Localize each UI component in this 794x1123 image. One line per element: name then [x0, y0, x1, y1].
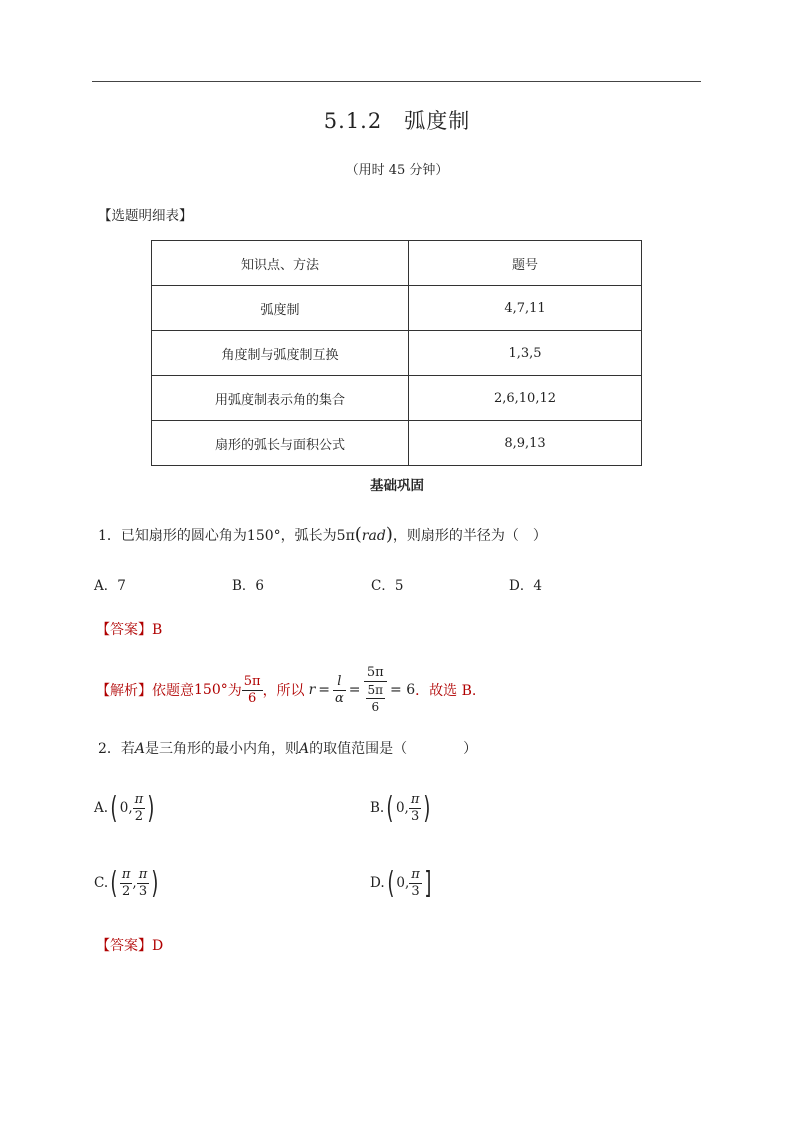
inner-fraction — [366, 682, 386, 715]
fraction-denominator: 3 — [138, 883, 148, 899]
right-bracket: ] — [424, 865, 432, 901]
q1-text: 1．已知扇形的圆心角为 — [98, 528, 247, 544]
equals-sign: = — [348, 682, 361, 698]
result: = 6 — [390, 682, 416, 698]
table-header-cell: 知识点、方法 — [152, 241, 409, 286]
fraction-denominator: 2 — [134, 808, 144, 824]
table-cell: 2,6,10,12 — [409, 376, 642, 421]
table-row — [152, 376, 642, 421]
table-header-cell: 题号 — [409, 241, 642, 286]
right-bracket: ) — [147, 790, 155, 826]
answer-tag: 【答案】 — [96, 622, 152, 638]
left-bracket: ( — [386, 865, 395, 901]
answer-value: B — [152, 622, 163, 638]
table-cell: 8,9,13 — [409, 421, 642, 466]
q1-arc: 5π — [336, 528, 355, 544]
answer-value: D — [152, 938, 164, 954]
left-bracket: ( — [110, 865, 118, 901]
fraction — [133, 792, 146, 825]
q1-option: B．6 — [232, 578, 265, 594]
r-variable: r — [308, 682, 316, 698]
q2-answer — [96, 935, 163, 955]
topic-table — [151, 240, 642, 466]
analysis-text: 依题意 — [152, 683, 194, 699]
q2-option-c — [94, 861, 161, 905]
fraction-numerator: π — [411, 866, 420, 882]
answer-tag: 【答案】 — [96, 938, 152, 954]
fraction-denominator: 2 — [121, 883, 131, 899]
fraction-numerator: π — [134, 791, 144, 807]
q1-angle: 150° — [246, 528, 281, 544]
analysis-text: ．故选 B. — [415, 683, 477, 699]
right-bracket: ) — [151, 865, 159, 901]
question-2 — [98, 738, 477, 758]
q2-variable: A — [134, 741, 146, 757]
q1-option: D．4 — [509, 578, 542, 594]
q1-text: ，弧长为 — [280, 528, 337, 544]
fraction-numerator: π — [121, 866, 131, 882]
right-bracket: ) — [423, 790, 431, 826]
fraction — [242, 674, 263, 707]
table-cell: 弧度制 — [152, 286, 409, 331]
q2-option-d — [370, 861, 434, 905]
q1-paren: ( — [354, 524, 362, 545]
header-rule — [92, 81, 701, 82]
table-cell: 1,3,5 — [409, 331, 642, 376]
table-row — [152, 421, 642, 466]
fraction — [409, 792, 422, 825]
comma: , — [132, 875, 137, 891]
analysis-text: ，所以 — [262, 683, 305, 699]
fraction-numerator: π — [410, 791, 420, 807]
q1-option: C．5 — [371, 578, 404, 594]
option-letter: D. — [370, 875, 385, 891]
fraction-numerator: 5π — [364, 665, 388, 682]
fraction-denominator: 3 — [411, 883, 420, 899]
q1-option: A．7 — [94, 578, 126, 594]
fraction-denominator: α — [335, 690, 344, 706]
table-header-row — [152, 241, 642, 286]
left-bracket: ( — [110, 790, 118, 826]
q2-option-b — [370, 786, 433, 830]
analysis-text: 为 — [227, 683, 242, 699]
fraction-numerator: 5π — [367, 683, 384, 697]
lower-bound: 0, — [119, 800, 133, 816]
lower-bound: 0, — [396, 875, 410, 891]
q2-text: 是三角形的最小内角，则 — [145, 741, 300, 757]
question-1 — [98, 524, 547, 545]
q1-analysis — [96, 662, 476, 718]
compound-fraction — [364, 665, 388, 715]
analysis-tag: 【解析】 — [96, 683, 152, 699]
fraction-denominator: 6 — [371, 700, 380, 714]
table-row — [152, 286, 642, 331]
option-letter: C. — [94, 875, 109, 891]
q2-text: 的取值范围是（ ） — [309, 741, 478, 757]
fraction — [120, 867, 133, 900]
table-cell: 角度制与弧度制互换 — [152, 331, 409, 376]
q2-option-a — [94, 786, 157, 830]
page-title: 5.1.2 弧度制 — [323, 109, 471, 133]
option-letter: A. — [94, 800, 109, 816]
q1-answer — [96, 619, 162, 639]
fraction-numerator: l — [333, 674, 346, 691]
left-bracket: ( — [386, 790, 394, 826]
fraction-numerator: 5π — [243, 673, 261, 689]
q1-paren: ) — [385, 524, 393, 545]
equals-sign: = — [318, 682, 330, 698]
fraction — [333, 674, 346, 707]
time-note: （用时 45 分钟） — [345, 163, 449, 178]
section-title: 基础巩固 — [370, 478, 424, 494]
analysis-angle: 150° — [194, 682, 228, 698]
q1-text: ，则扇形的半径为（ ） — [392, 528, 547, 544]
fraction — [409, 867, 422, 900]
q2-variable: A — [299, 741, 310, 757]
fraction-denominator: 3 — [410, 808, 420, 824]
table-cell: 用弧度制表示角的集合 — [152, 376, 409, 421]
table-row — [152, 331, 642, 376]
fraction-numerator: π — [138, 866, 148, 882]
table-label: 【选题明细表】 — [98, 208, 193, 224]
option-letter: B. — [370, 800, 385, 816]
fraction — [137, 867, 150, 900]
table-cell: 4,7,11 — [409, 286, 642, 331]
q2-text: 2．若 — [98, 741, 135, 757]
fraction-denominator — [364, 682, 388, 715]
lower-bound: 0, — [395, 800, 409, 816]
fraction-denominator: 6 — [248, 690, 257, 706]
table-cell: 扇形的弧长与面积公式 — [152, 421, 409, 466]
q1-arc-unit: rad — [361, 528, 386, 544]
